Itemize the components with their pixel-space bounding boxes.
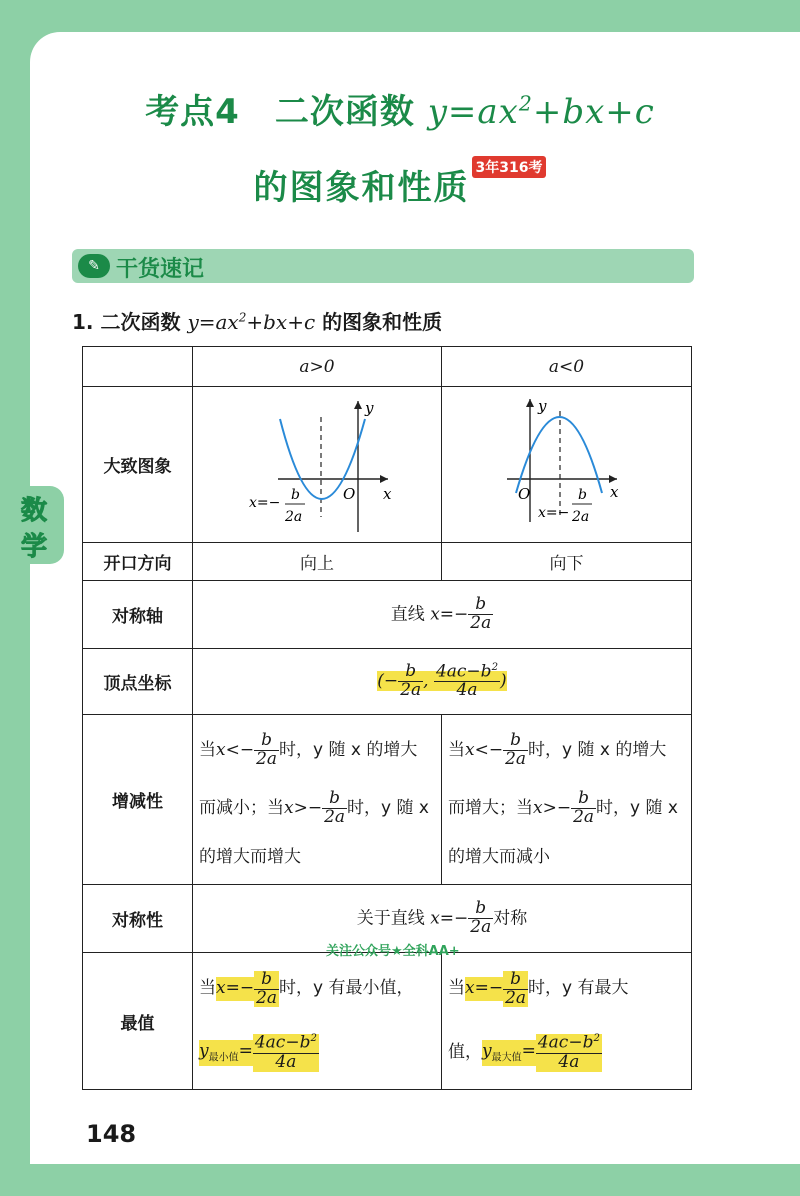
row-label-graph: 大致图象 [83, 387, 193, 543]
page-title-line1 [0, 84, 800, 133]
row-label-axis: 对称轴 [83, 581, 193, 649]
symmetry-formula: 关于直线 x=− $\frac{b}{2a}$ 对称 [193, 885, 692, 953]
exam-count-badge: 3年316考 [472, 156, 547, 178]
axis-text: 直线 [390, 604, 425, 625]
side-tab-char1: 数 [20, 496, 47, 526]
notes-icon: ✎ [78, 254, 110, 278]
table-header-row [83, 347, 692, 387]
row-label-extreme: 最值 [83, 953, 193, 1090]
heading-number: 1. [72, 310, 94, 334]
svg-text:x=−: x=− [249, 495, 281, 511]
graph-a-positive [193, 387, 442, 543]
row-label-monotonic: 增减性 [83, 715, 193, 885]
section-title: 干货速记 [116, 257, 205, 282]
heading-formula: $y=ax^2+bx+c$ [187, 310, 316, 334]
svg-text:2a: 2a [572, 509, 590, 525]
header-blank [83, 347, 193, 387]
title-prefix: 考点4 二次函数 [145, 92, 415, 132]
table-row-extreme [83, 953, 692, 1090]
svg-text:O: O [343, 485, 356, 503]
table-row-graph [83, 387, 692, 543]
page-title-line2 [0, 160, 800, 209]
table-row-axis [83, 581, 692, 649]
graph-a-negative [442, 387, 692, 543]
header-a-negative: a<0 [442, 347, 692, 387]
heading-suffix: 的图象和性质 [322, 310, 443, 334]
heading-prefix: 二次函数 [100, 310, 181, 334]
opening-down: 向下 [442, 543, 692, 581]
row-label-symmetry: 对称性 [83, 885, 193, 953]
header-a-positive: a>0 [193, 347, 442, 387]
table-row-vertex [83, 649, 692, 715]
page-number: 148 [86, 1120, 137, 1148]
svg-text:y: y [538, 397, 547, 415]
title-formula: $y=ax^2+bx+c$ [427, 91, 655, 132]
extreme-a-positive: 当 x=− $\frac{b}{2a}$ 时，y 有最小值， $y_{最小值}=$ $\frac{4ac-b^2}{4a}$ [193, 953, 442, 1090]
svg-text:x: x [383, 485, 392, 503]
downward-parabola-graph [442, 387, 692, 537]
section-heading [72, 306, 442, 335]
row-label-opening: 开口方向 [83, 543, 193, 581]
svg-text:O: O [518, 485, 531, 503]
section-bar [72, 249, 694, 283]
svg-text:b: b [578, 487, 587, 503]
subject-side-tab [0, 486, 64, 564]
title-line2-text: 的图象和性质 [253, 168, 470, 208]
table-row-opening [83, 543, 692, 581]
vertex-formula: (− $\frac{b}{2a}$ , $\frac{4ac-b^2}{4a}$ ) [193, 649, 692, 715]
upward-parabola-graph [193, 387, 442, 537]
svg-text:b: b [291, 487, 300, 503]
watermark: 关注公众号★全科AA+ [326, 944, 460, 959]
quadratic-properties-table [82, 346, 692, 1090]
svg-text:y: y [365, 399, 374, 417]
table-row-monotonic [83, 715, 692, 885]
extreme-a-negative: 当 x=− $\frac{b}{2a}$ 时，y 有最大 值， $y_{最大值}=$ $\frac{4ac-b^2}{4a}$ [442, 953, 692, 1090]
opening-up: 向上 [193, 543, 442, 581]
svg-text:2a: 2a [285, 509, 303, 525]
row-label-vertex: 顶点坐标 [83, 649, 193, 715]
svg-text:x: x [610, 483, 619, 501]
svg-text:x=−: x=− [538, 505, 570, 521]
monotonic-a-positive: 当 x<− $\frac{b}{2a}$ 时，y 随 x 的增大 而减小；当 x>− $\frac{b}{2a}$ 时，y 随 x 的增大而增大 [193, 715, 442, 885]
axis-formula: 直线 x=− $\frac{b}{2a}$ [193, 581, 692, 649]
monotonic-a-negative: 当 x<− $\frac{b}{2a}$ 时，y 随 x 的增大 而增大；当 x>− $\frac{b}{2a}$ 时，y 随 x 的增大而减小 [442, 715, 692, 885]
side-tab-char2: 学 [20, 532, 47, 562]
